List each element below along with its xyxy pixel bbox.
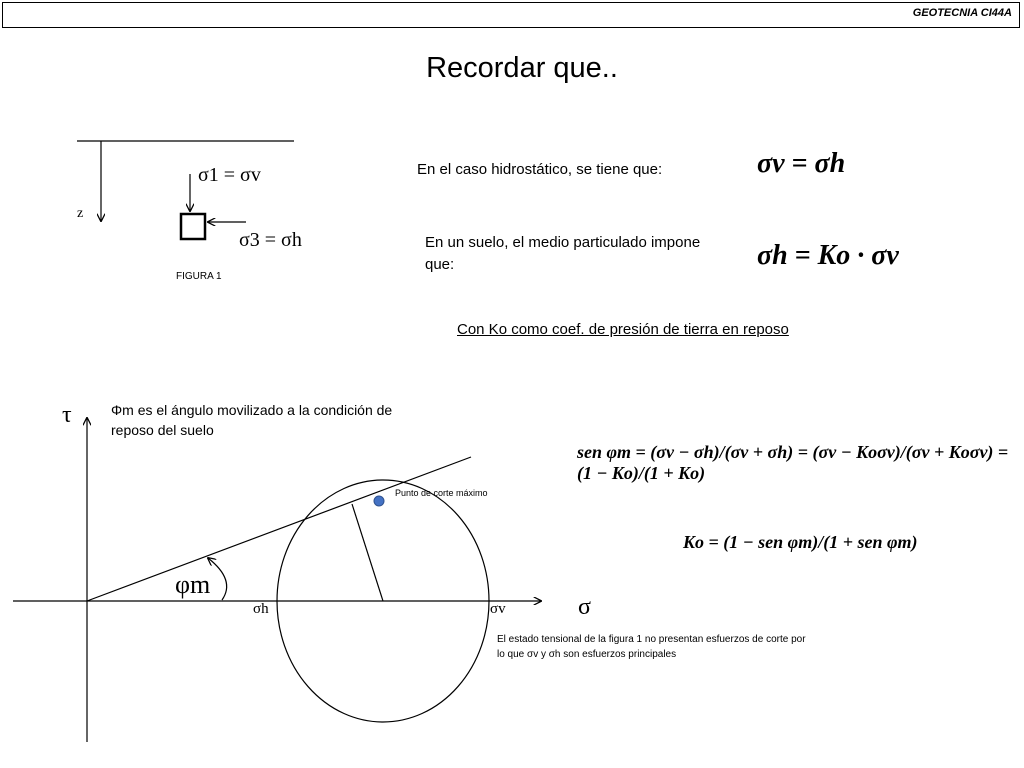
angle-arc-arrow xyxy=(208,558,227,600)
sigma-h-label: σh xyxy=(253,601,269,617)
phi-m-label: φm xyxy=(175,570,211,599)
sigma-v-label: σv xyxy=(490,601,506,617)
sen-phi-formula: sen φm = (σv − σh)/(σv + σh) = (σv − Koσv)/(σv + Koσv) = (1 − Ko)/(1 + Ko) xyxy=(577,442,1009,483)
phi-note-line1: Φm es el ángulo movilizado a la condición de xyxy=(111,402,393,418)
sigma-axis-label: σ xyxy=(578,594,591,620)
sigma1-label: σ1 = σv xyxy=(198,164,261,186)
max-shear-point xyxy=(374,496,384,506)
hydrostatic-text: En el caso hidrostático, se tiene que: xyxy=(417,161,663,178)
soil-equation: σh = Ko · σv xyxy=(757,240,899,271)
max-shear-label: Punto de corte máximo xyxy=(395,488,488,498)
footnote-line1: El estado tensional de la figura 1 no presentan esfuerzos de corte por xyxy=(497,634,806,645)
phi-note-line2: reposo del suelo xyxy=(111,422,214,438)
soil-text-line1: En un suelo, el medio particulado impone xyxy=(425,234,701,251)
soil-element xyxy=(181,214,205,239)
depth-label: z xyxy=(77,206,84,221)
soil-text-line2: que: xyxy=(425,256,455,273)
footnote-line2: lo que σv y σh son esfuerzos principales xyxy=(497,649,677,660)
figure1-caption: FIGURA 1 xyxy=(176,271,222,282)
radius-line xyxy=(352,504,383,601)
course-code: GEOTECNIA CI44A xyxy=(912,7,1012,19)
ko-note: Con Ko como coef. de presión de tierra en reposo xyxy=(457,321,789,338)
hydrostatic-equation: σv = σh xyxy=(757,148,846,179)
sigma3-label: σ3 = σh xyxy=(239,229,302,251)
ko-formula: Ko = (1 − sen φm)/(1 + sen φm) xyxy=(683,532,918,552)
tau-axis-label: τ xyxy=(62,402,72,428)
page-title: Recordar que.. xyxy=(426,52,618,84)
